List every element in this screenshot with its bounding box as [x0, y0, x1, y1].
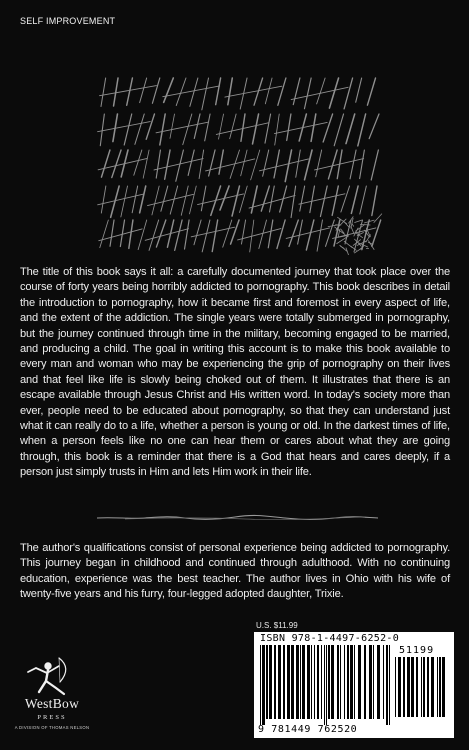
tally-scribble	[346, 248, 349, 255]
tally-cross-stroke	[98, 122, 151, 132]
tally-cross-stroke	[259, 159, 308, 171]
barcode-bar	[300, 645, 301, 719]
category-label: SELF IMPROVEMENT	[20, 16, 116, 26]
tally-stroke	[185, 220, 190, 249]
isbn-number: ISBN 978-1-4497-6252-0	[260, 633, 400, 644]
divider-scribble	[95, 508, 380, 528]
barcode-bar	[311, 645, 312, 719]
tally-stroke	[176, 78, 186, 106]
tally-stroke	[216, 78, 221, 105]
tally-cross-stroke	[145, 229, 188, 241]
barcode-bar	[398, 657, 401, 717]
tally-stroke	[231, 220, 239, 244]
tally-stroke	[143, 150, 149, 178]
tally-stroke	[121, 186, 128, 217]
tally-stroke	[296, 150, 301, 177]
tally-scribble	[341, 246, 344, 248]
tally-stroke	[251, 150, 260, 180]
barcode-bar	[321, 645, 322, 719]
ean-digits: 9 781449 762520	[258, 724, 358, 735]
tally-stroke	[367, 78, 375, 105]
tally-stroke	[253, 114, 259, 144]
publisher-division: A DIVISION OF THOMAS NELSON	[14, 725, 90, 730]
tally-stroke	[316, 150, 322, 177]
barcode-bar	[411, 657, 414, 717]
tally-stroke	[228, 78, 232, 105]
tally-stroke	[304, 78, 311, 109]
tally-stroke	[190, 186, 197, 214]
tally-stroke	[291, 186, 296, 218]
tally-stroke	[194, 114, 200, 138]
barcode-bar	[377, 645, 380, 719]
barcode-bar	[274, 645, 276, 719]
barcode-bar	[395, 657, 396, 717]
barcode-bar	[291, 645, 294, 719]
tally-stroke	[278, 78, 286, 105]
publisher-name: WestBow	[24, 696, 80, 711]
barcode-bar	[407, 657, 410, 717]
tally-stroke	[263, 150, 269, 176]
tally-stroke	[317, 220, 322, 251]
tally-stroke	[351, 186, 358, 213]
tally-stroke	[202, 78, 209, 110]
tally-stroke	[152, 78, 159, 103]
price-addon-number: 51199	[399, 645, 435, 656]
tally-stroke	[320, 186, 327, 217]
tally-stroke	[265, 78, 272, 104]
barcode-bar	[324, 645, 325, 725]
barcode-bar	[260, 645, 261, 725]
tally-stroke	[183, 114, 192, 145]
tally-stroke	[176, 150, 184, 181]
tally-cross-stroke	[291, 87, 348, 99]
addon-barcode-bars	[395, 657, 447, 723]
tally-stroke	[310, 186, 315, 213]
tally-cross-stroke	[148, 194, 194, 205]
tally-stroke	[346, 114, 355, 144]
tally-stroke	[334, 114, 343, 146]
barcode-bar	[326, 645, 327, 725]
tally-cross-stroke	[286, 228, 329, 239]
tally-stroke	[332, 186, 338, 215]
tally-stroke	[360, 186, 367, 214]
tally-stroke	[202, 220, 210, 252]
barcode-bar	[358, 645, 361, 719]
tally-stroke	[152, 186, 159, 215]
tally-stroke	[274, 150, 279, 178]
tally-stroke	[132, 186, 137, 213]
tally-stroke	[138, 220, 147, 250]
tally-stroke	[134, 150, 142, 175]
tally-stroke	[114, 78, 118, 106]
tally-stroke	[219, 150, 223, 174]
tally-stroke	[277, 220, 285, 249]
barcode-bar	[437, 657, 438, 717]
tally-stroke	[188, 150, 194, 175]
tally-stroke	[240, 186, 248, 212]
barcode-bar	[354, 645, 355, 719]
barcode-bar	[350, 645, 353, 719]
barcode-bar	[262, 645, 265, 725]
tally-cross-stroke	[100, 86, 157, 96]
tally-stroke	[161, 186, 168, 211]
tally-stroke	[112, 150, 121, 178]
tally-stroke	[358, 114, 366, 146]
publisher-press: PRESS	[37, 714, 67, 721]
tally-stroke	[101, 78, 106, 106]
tally-stroke	[311, 114, 316, 141]
tally-stroke	[120, 220, 124, 247]
tally-stroke	[306, 220, 313, 250]
tally-stroke	[268, 220, 273, 248]
tally-stroke	[140, 78, 147, 103]
tally-stroke	[265, 114, 271, 143]
book-description: The title of this book says it all: a carefully documented journey that took place over the course of forty years being horribly addicted to pornography. This book describes in detail the introduction to pornography, how it became first and foremost in every aspect of life, and the extent of the addiction. The single years were totally submerged in pornography, but the journey continued through time in the military, becoming engaged to be married, and producing a child. The goal in writing this account is to make this book available to every man and woman who may be experiencing the grip of pornography on their lives and that feel like life is slowly being choked out of them. It illustrates that there is an escape available through Jesus Christ and His written word. In today's society more than ever, people need to be educated about pornography, so that they can understand just what it can really do to a life, whether a person is young or old. In the darkest times of life, when a person feels like no one can hear them or cares about what they are going through, this book is a reminder that there is a God that hears and cares deeply, if a person just simply trusts in Him and lets Him work in their life.	[20, 266, 450, 479]
author-bio: The author's qualifications consist of personal experience being addicted to pornography. This journey began in childhood and continued through adulthood. With no continuing education, experience was the best teacher. The author lives in Ohio with his wife of twenty-five years and his furry, four-legged adopted daughter, Trixie.	[20, 542, 450, 601]
tally-stroke	[164, 78, 174, 102]
tally-stroke	[369, 114, 379, 139]
tally-stroke	[350, 150, 356, 179]
barcode-bar	[364, 645, 366, 719]
tally-cross-stroke	[299, 194, 345, 204]
barcode-bar	[296, 645, 299, 719]
tally-stroke	[261, 186, 269, 211]
tally-stroke	[241, 220, 245, 244]
tally-scribble	[344, 241, 352, 247]
barcode-bar	[317, 645, 319, 719]
tally-stroke	[326, 220, 335, 246]
tally-stroke	[241, 114, 245, 141]
barcode-bar	[431, 657, 434, 717]
tally-stroke	[156, 150, 160, 178]
tally-stroke	[140, 186, 146, 213]
barcode-bar	[373, 645, 374, 719]
tally-stroke	[190, 78, 198, 106]
barcode-bar	[307, 645, 310, 719]
tally-stroke	[356, 78, 362, 102]
barcode-bar	[442, 657, 445, 717]
barcode-bar	[278, 645, 281, 719]
tally-stroke	[209, 150, 215, 176]
barcode-bar	[347, 645, 349, 719]
tally-stroke	[212, 220, 217, 252]
barcode-bar	[328, 645, 330, 719]
barcode-bar	[383, 645, 384, 719]
barcode-bar	[427, 657, 429, 717]
tally-marks-illustration	[95, 70, 390, 255]
tally-stroke	[175, 220, 182, 250]
tally-scribble	[355, 248, 363, 253]
barcode-bar	[344, 645, 345, 719]
barcode-bar	[369, 645, 372, 719]
tally-stroke	[293, 78, 300, 105]
tally-stroke	[199, 150, 204, 179]
tally-stroke	[230, 114, 236, 139]
tally-stroke	[251, 186, 257, 213]
tally-stroke	[323, 114, 332, 142]
barcode-bar	[283, 645, 285, 719]
tally-stroke	[300, 186, 305, 211]
tally-stroke	[194, 220, 201, 245]
tally-stroke	[205, 114, 210, 141]
tally-stroke	[160, 114, 165, 145]
tally-stroke	[371, 150, 378, 180]
isbn-barcode	[254, 632, 454, 738]
tally-stroke	[146, 114, 154, 139]
tally-stroke	[270, 186, 275, 212]
barcode-bar	[314, 645, 315, 719]
barcode-bar	[340, 645, 341, 719]
tally-stroke	[100, 220, 109, 248]
barcode-bar	[287, 645, 290, 719]
tally-stroke	[341, 186, 350, 212]
tally-stroke	[285, 150, 291, 182]
tally-stroke	[360, 150, 365, 179]
tally-stroke	[135, 114, 144, 144]
tally-scribble	[355, 220, 362, 222]
tally-stroke	[289, 220, 298, 246]
barcode-bar	[403, 657, 405, 717]
tally-scribble	[352, 223, 354, 226]
tally-stroke	[275, 114, 279, 145]
tally-stroke	[372, 186, 377, 216]
barcode-bar	[331, 645, 334, 719]
barcode-bar	[337, 645, 339, 719]
tally-stroke	[101, 186, 106, 213]
tally-stroke	[317, 78, 325, 104]
barcode-bar	[302, 645, 305, 719]
tally-stroke	[101, 150, 110, 177]
tally-stroke	[344, 78, 352, 109]
barcode-bar	[389, 645, 390, 725]
barcode-bar	[423, 657, 425, 717]
barcode-bar	[386, 645, 388, 725]
tally-cross-stroke	[225, 86, 282, 97]
tally-stroke	[219, 114, 224, 139]
barcode-bar	[421, 657, 422, 717]
tally-stroke	[127, 78, 133, 105]
tally-stroke	[181, 186, 188, 215]
tally-stroke	[287, 114, 291, 140]
tally-stroke	[232, 186, 239, 216]
tally-stroke	[329, 78, 338, 108]
tally-stroke	[165, 150, 170, 179]
barcode-bar	[439, 657, 441, 717]
barcode-bar	[269, 645, 272, 719]
tally-stroke	[298, 220, 303, 244]
tally-stroke	[170, 114, 174, 138]
tally-stroke	[372, 220, 381, 246]
ean-barcode-bars	[260, 645, 392, 725]
tally-stroke	[129, 220, 133, 248]
tally-cross-stroke	[163, 86, 220, 97]
price-label: U.S. $11.99	[256, 621, 298, 630]
tally-stroke	[328, 150, 337, 179]
tally-stroke	[241, 150, 247, 176]
tally-stroke	[110, 220, 114, 246]
tally-stroke	[305, 150, 313, 180]
tally-stroke	[100, 114, 104, 146]
tally-stroke	[124, 114, 132, 145]
tally-stroke	[201, 186, 206, 211]
barcode-bar	[416, 657, 418, 717]
barcode-bar	[266, 645, 268, 719]
